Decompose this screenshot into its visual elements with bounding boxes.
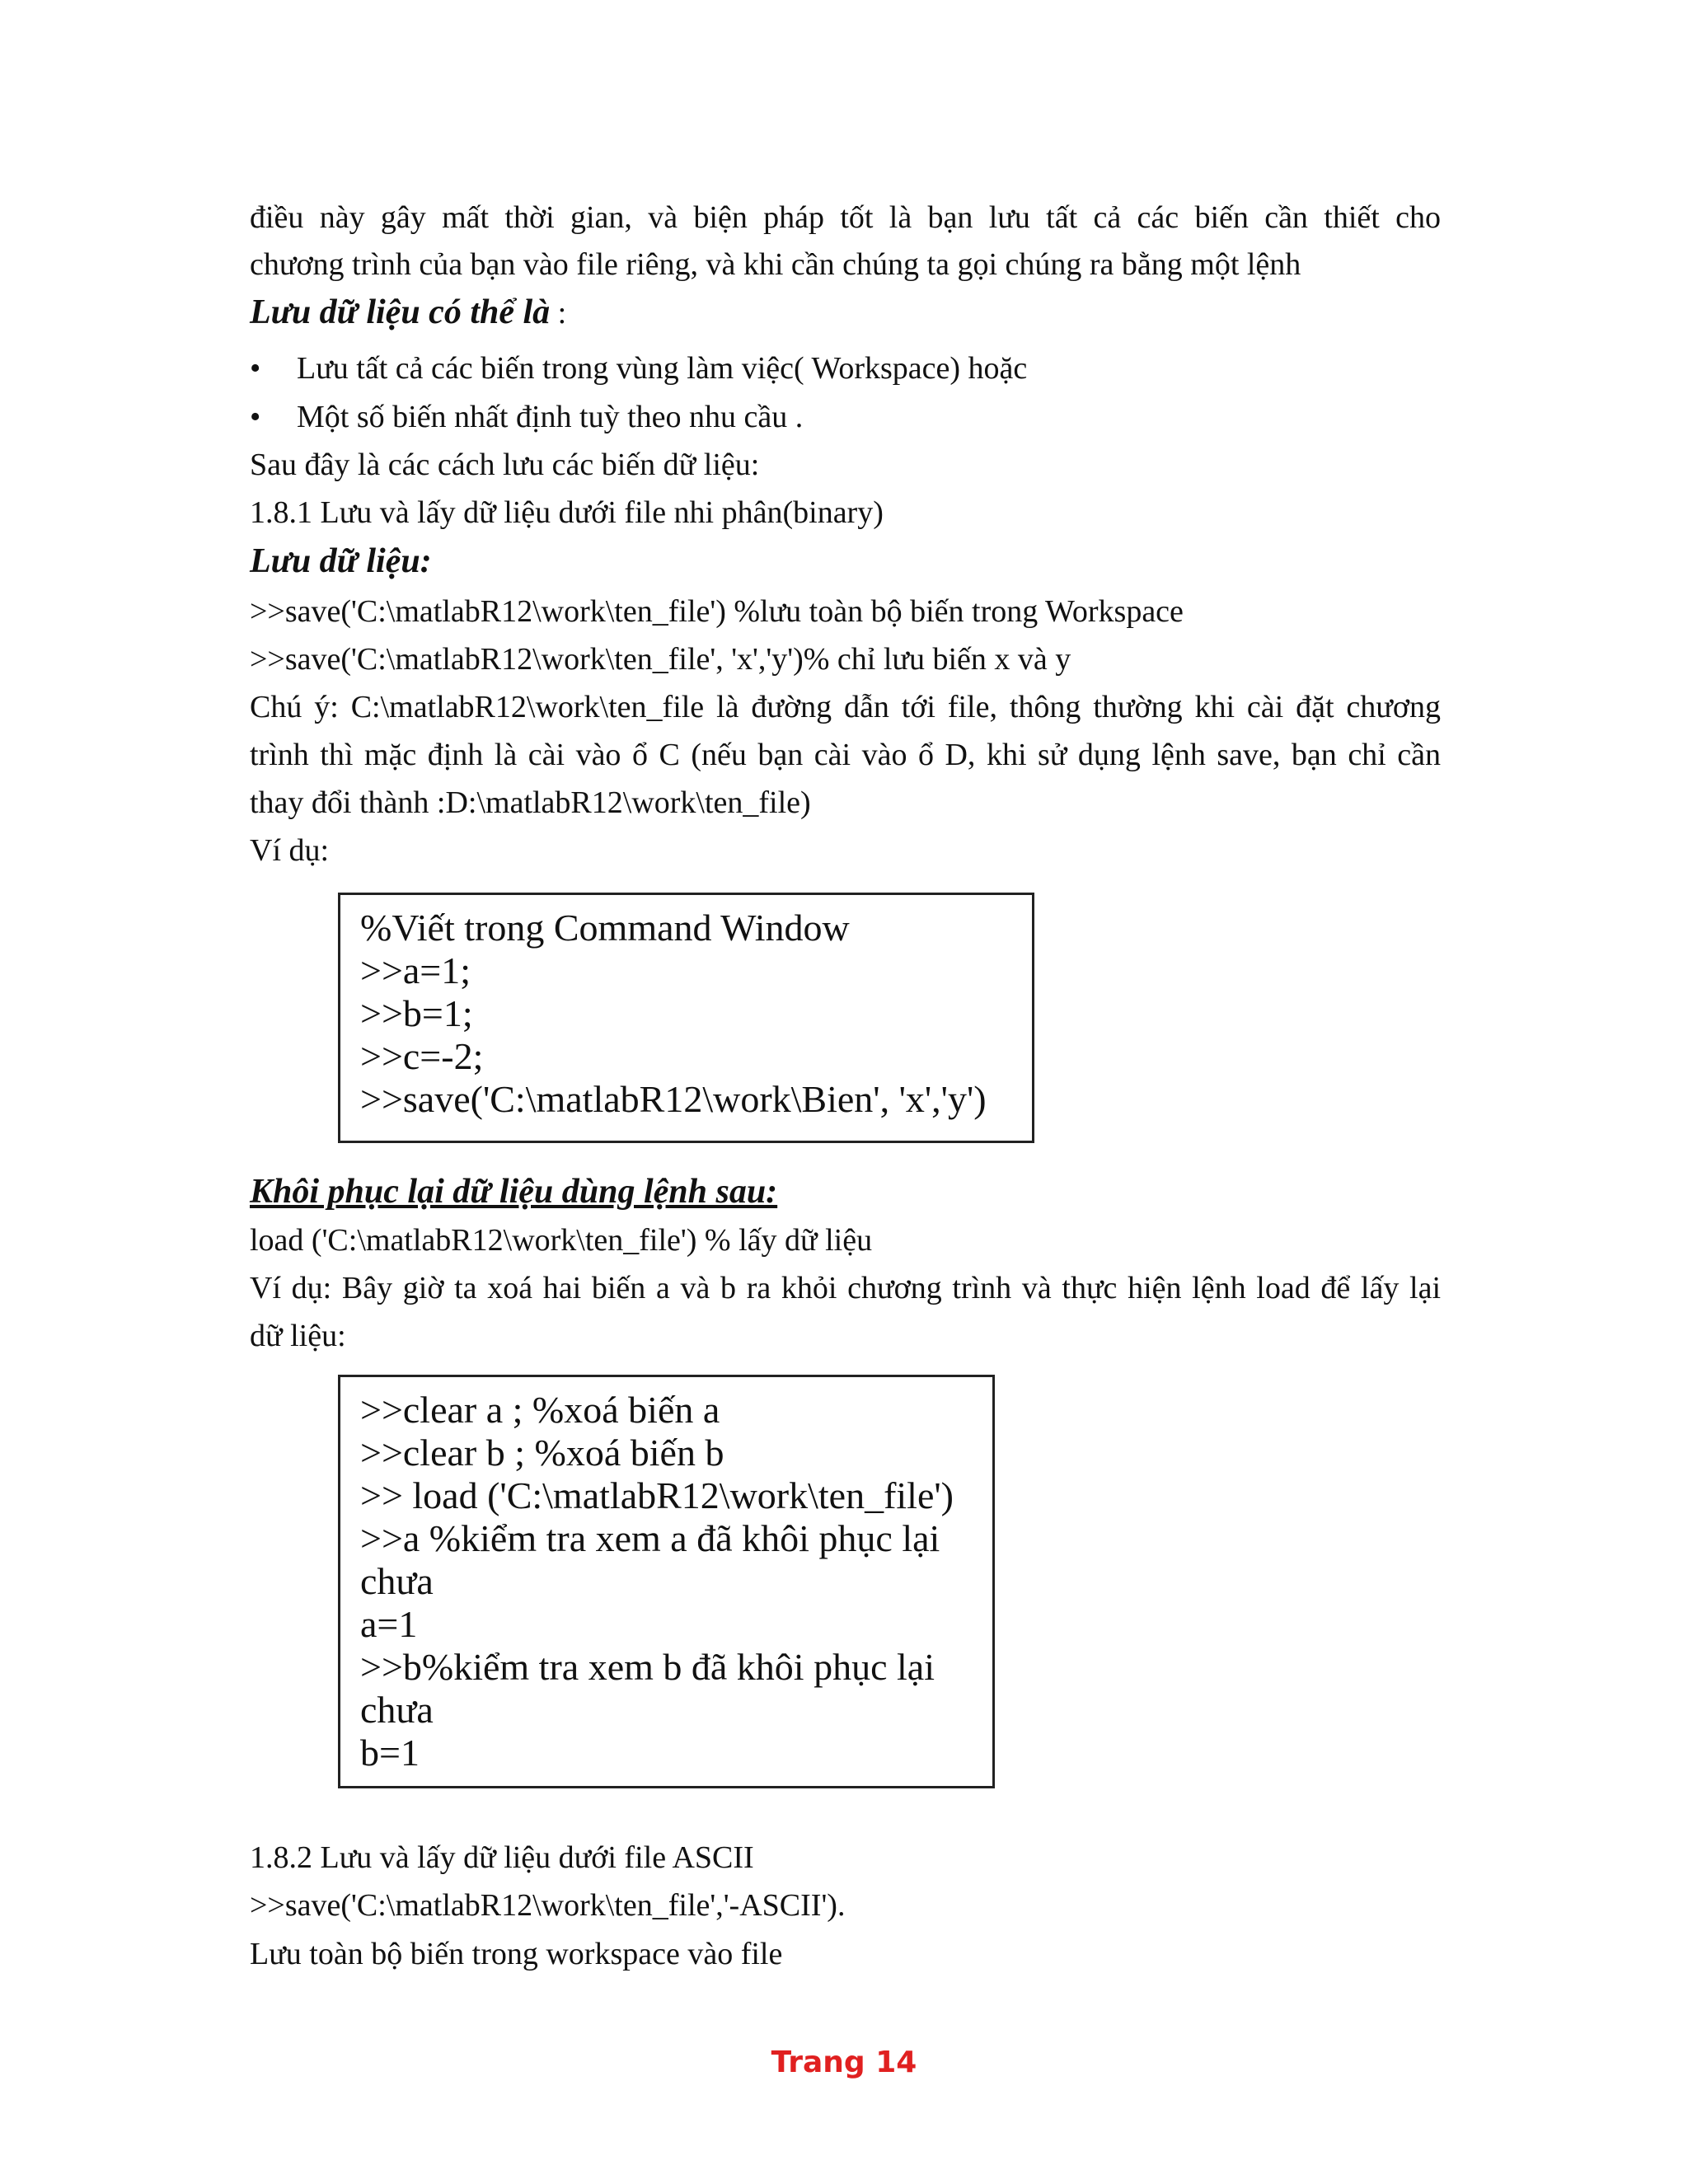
code-line: >>b=1; — [360, 992, 473, 1034]
code-line: %Viết trong Command Window — [360, 907, 850, 949]
intro-line-2: chương trình của bạn vào file riêng, và khi cần chúng ta gọi chúng ra bằng một lệnh — [250, 247, 1301, 282]
note-line-3: thay đổi thành :D:\matlabR12\work\ten_file) — [250, 785, 811, 820]
save-can-be-colon: : — [557, 296, 567, 330]
code-line: >>c=-2; — [360, 1035, 484, 1077]
code-line: chưa — [360, 1560, 434, 1602]
note-line-2: trình thì mặc định là cài vào ổ C (nếu bạn cài vào ổ D, khi sử dụng lệnh save, bạn chỉ cần — [250, 738, 1441, 772]
page-number-footer: Trang 14 — [771, 2046, 917, 2079]
example-2-line-1: Ví dụ: Bây giờ ta xoá hai biến a và b ra khỏi chương trình và thực hiện lệnh load để lấy lại — [250, 1271, 1441, 1305]
save-can-be-title: Lưu dữ liệu có thể là — [250, 293, 551, 331]
code-box-save-example — [338, 893, 1034, 1143]
ascii-save-command: >>save('C:\matlabR12\work\ten_file','-ASCII'). — [250, 1888, 846, 1923]
bullet-item-2: Một số biến nhất định tuỳ theo nhu cầu . — [297, 400, 804, 434]
section-182-heading: 1.8.2 Lưu và lấy dữ liệu dưới file ASCII — [250, 1840, 754, 1875]
code-line: b=1 — [360, 1732, 420, 1774]
intro-line-1: điều này gây mất thời gian, và biện pháp tốt là bạn lưu tất cả các biến cần thiết cho — [250, 200, 1441, 235]
ascii-description: Lưu toàn bộ biến trong workspace vào file — [250, 1937, 783, 1971]
save-command-2: >>save('C:\matlabR12\work\ten_file', 'x','y')% chỉ lưu biến x và y — [250, 642, 1071, 677]
code-line: >>a %kiểm tra xem a đã khôi phục lại — [360, 1517, 940, 1559]
ways-intro: Sau đây là các cách lưu các biến dữ liệu: — [250, 448, 760, 482]
code-line: >>clear b ; %xoá biến b — [360, 1432, 724, 1474]
save-can-be-heading — [250, 288, 1441, 337]
code-line: >>b%kiểm tra xem b đã khôi phục lại — [360, 1646, 935, 1688]
code-line: >>a=1; — [360, 949, 471, 991]
restore-heading: Khôi phục lại dữ liệu dùng lệnh sau: — [250, 1173, 778, 1211]
section-181-heading: 1.8.1 Lưu và lấy dữ liệu dưới file nhi phân(binary) — [250, 495, 884, 530]
example-2-line-2: dữ liệu: — [250, 1319, 346, 1353]
code-line: chưa — [360, 1689, 434, 1731]
code-line: a=1 — [360, 1603, 418, 1645]
bullet-dot-icon: • — [250, 351, 261, 386]
code-line: >> load ('C:\matlabR12\work\ten_file') — [360, 1474, 954, 1516]
example-1-label: Ví dụ: — [250, 833, 330, 868]
save-command-1: >>save('C:\matlabR12\work\ten_file') %lưu toàn bộ biến trong Workspace — [250, 594, 1184, 629]
bullet-item-1: Lưu tất cả các biến trong vùng làm việc( Workspace) hoặc — [297, 351, 1028, 386]
code-line: >>save('C:\matlabR12\work\Bien', 'x','y') — [360, 1078, 987, 1120]
note-line-1: Chú ý: C:\matlabR12\work\ten_file là đường dẫn tới file, thông thường khi cài đặt chương — [250, 690, 1441, 724]
load-command: load ('C:\matlabR12\work\ten_file') % lấy dữ liệu — [250, 1223, 873, 1258]
save-heading: Lưu dữ liệu: — [250, 542, 432, 580]
bullet-dot-icon: • — [250, 400, 261, 434]
code-box-load-example — [338, 1375, 995, 1788]
code-line: >>clear a ; %xoá biến a — [360, 1389, 720, 1431]
